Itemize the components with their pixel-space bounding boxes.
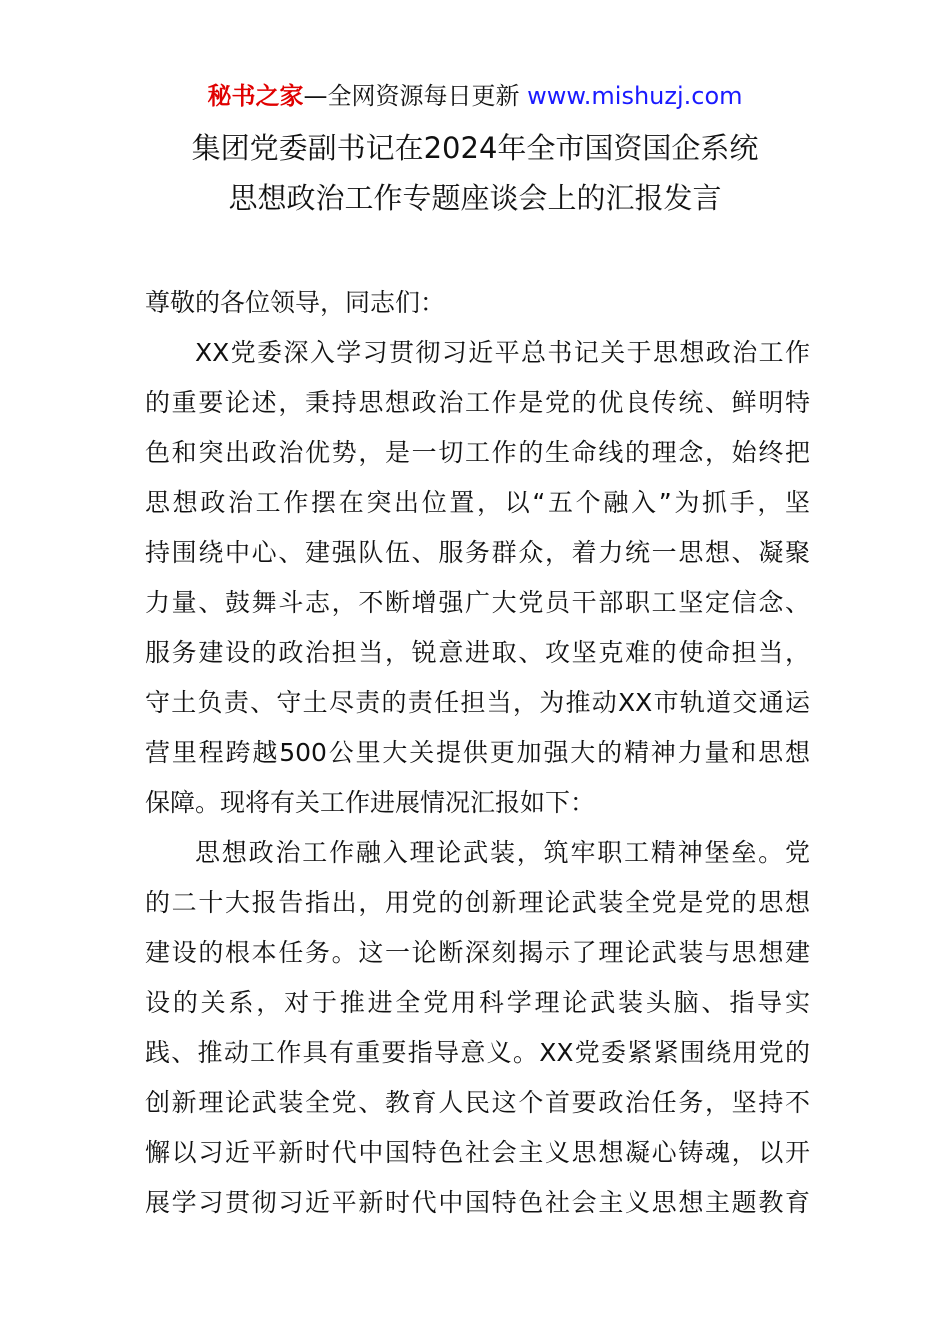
paragraph-1-line: 营里程跨越500公里大关提供更加强大的精神力量和思想 [145, 738, 810, 767]
site-url-link[interactable]: www.mishuzj.com [527, 82, 743, 110]
salutation: 尊敬的各位领导，同志们： [145, 288, 446, 317]
paragraph-2-line: 设的关系，对于推进全党用科学理论武装头脑、指导实 [145, 988, 810, 1017]
paragraph-1-line: 持围绕中心、建强队伍、服务群众，着力统一思想、凝聚 [145, 538, 810, 567]
paragraph-1-line: 服务建设的政治担当，锐意进取、攻坚克难的使命担当， [145, 638, 810, 667]
header-tagline: —全网资源每日更新 [303, 82, 520, 110]
paragraph-1-line: 力量、鼓舞斗志，不断增强广大党员干部职工坚定信念、 [145, 588, 810, 617]
paragraph-2-line: 懈以习近平新时代中国特色社会主义思想凝心铸魂，以开 [145, 1138, 810, 1167]
brand-name: 秘书之家 [207, 82, 304, 110]
site-header [0, 80, 950, 112]
paragraph-1-line: 的重要论述，秉持思想政治工作是党的优良传统、鲜明特 [145, 388, 810, 417]
paragraph-1-line: 思想政治工作摆在突出位置，以“五个融入”为抓手，坚 [145, 488, 810, 517]
paragraph-2-line: 创新理论武装全党、教育人民这个首要政治任务，坚持不 [145, 1088, 810, 1117]
document-body [145, 278, 810, 1228]
paragraph-1-line: 保障。现将有关工作进展情况汇报如下： [145, 788, 596, 817]
paragraph-1-line: 守土负责、守土尽责的责任担当，为推动XX市轨道交通运 [145, 688, 810, 717]
document-title-line-1: 集团党委副书记在2024年全市国资国企系统 [191, 131, 759, 165]
paragraph-1-line: XX党委深入学习贯彻习近平总书记关于思想政治工作 [195, 338, 810, 367]
paragraph-2-line: 践、推动工作具有重要指导意义。XX党委紧紧围绕用党的 [145, 1038, 810, 1067]
paragraph-2-line: 展学习贯彻习近平新时代中国特色社会主义思想主题教育 [145, 1188, 810, 1217]
paragraph-2-line: 的二十大报告指出，用党的创新理论武装全党是党的思想 [145, 888, 810, 917]
paragraph-2-line: 建设的根本任务。这一论断深刻揭示了理论武装与思想建 [145, 938, 810, 967]
paragraph-2-line: 思想政治工作融入理论武装，筑牢职工精神堡垒。党 [195, 838, 810, 867]
document-title-line-2: 思想政治工作专题座谈会上的汇报发言 [228, 181, 722, 215]
paragraph-1-line: 色和突出政治优势，是一切工作的生命线的理念，始终把 [145, 438, 810, 467]
